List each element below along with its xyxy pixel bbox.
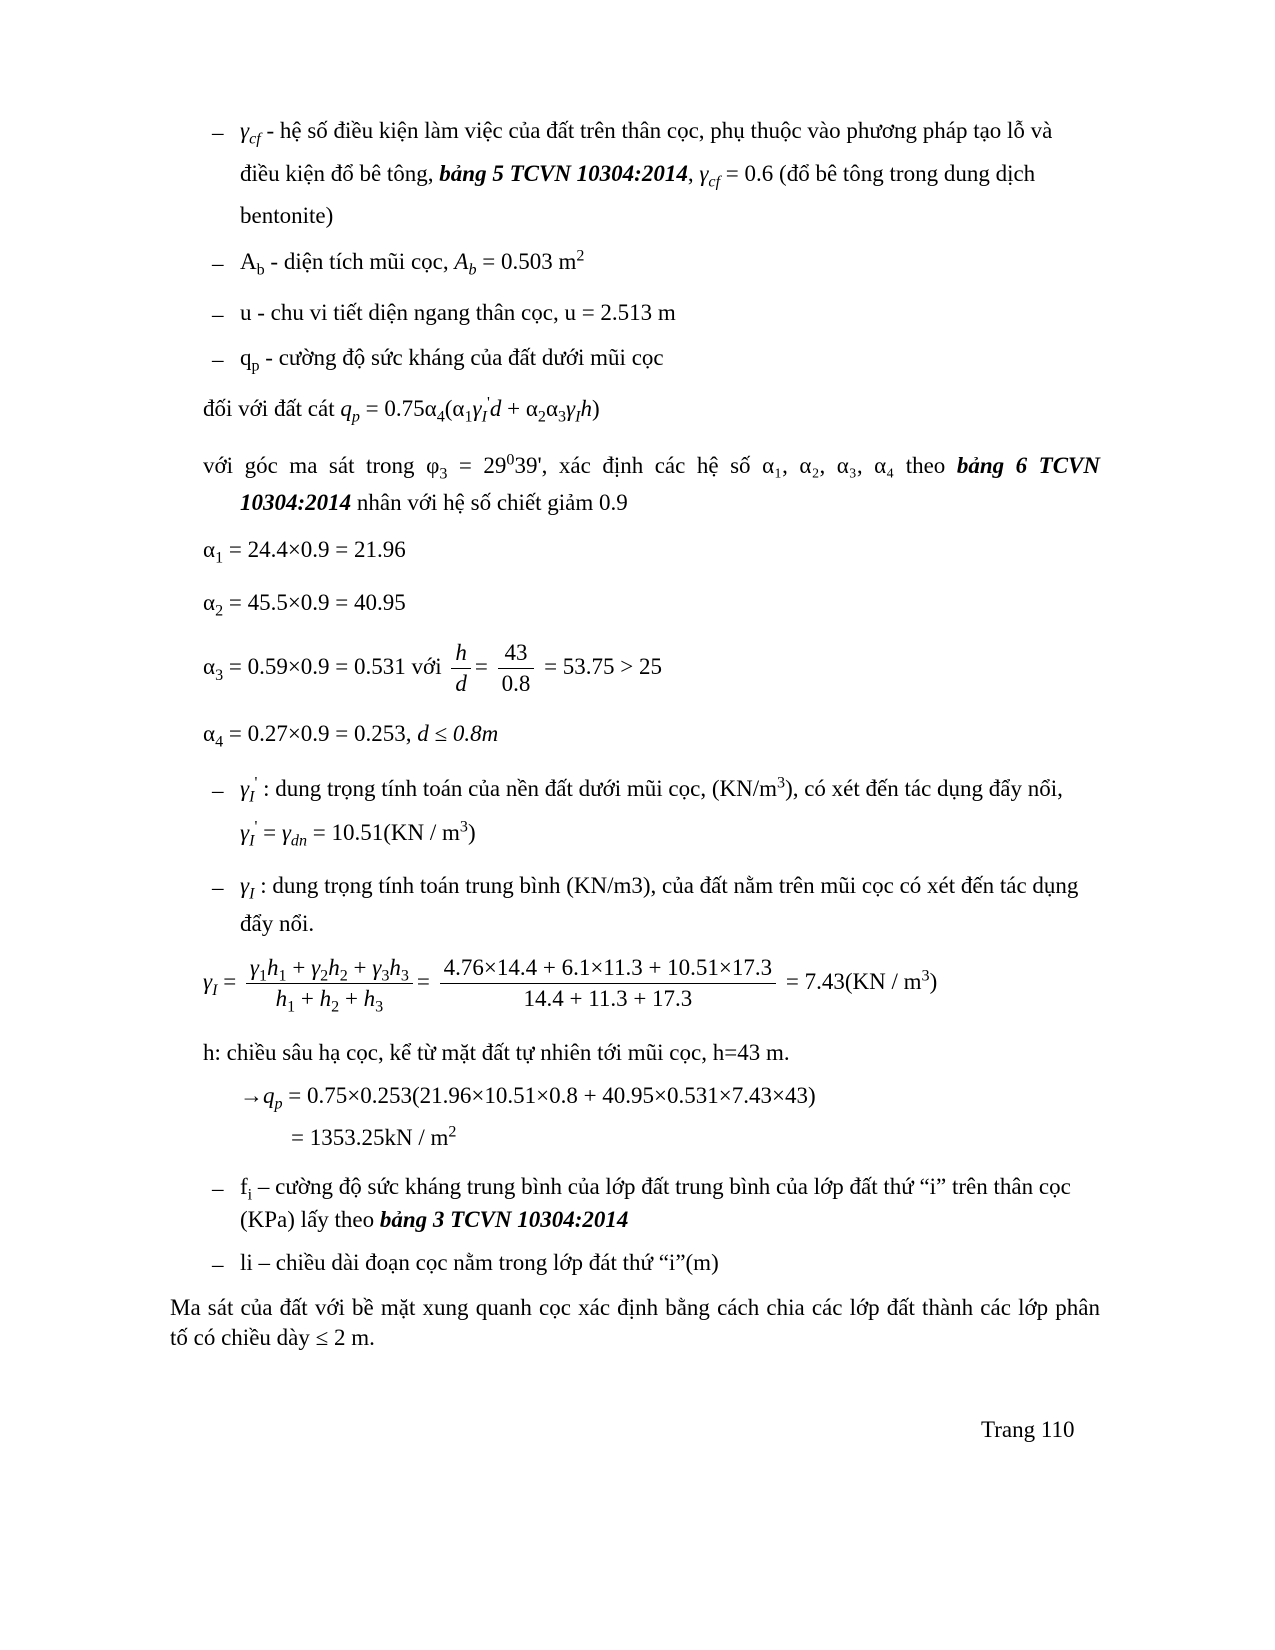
u-desc: u - chu vi tiết diện ngang thân cọc, u = 2.513 m bbox=[240, 300, 676, 325]
alpha4-calc: $\alpha_4 = 0.27\times 0.9 = 0.253$, d ≤ 0.8m bbox=[203, 721, 499, 751]
alpha3-calc: $\alpha_3 = 0.59\times 0.9 = 0.531$ với $\frac{h}{d}$ = $\frac{43}{0.8}$ = 53.75 > 25 bbox=[203, 640, 663, 697]
h-over-d-fraction: $\frac{h}{d}$ bbox=[451, 640, 471, 698]
bullet-dash: – bbox=[212, 1252, 224, 1277]
fi-desc-line1: $f_i$ – cường độ sức kháng trung bình của lớp đất trung bình của lớp đất thứ “i” trên thân cọc bbox=[240, 1174, 1071, 1204]
gamma-i-desc-line2: đẩy nổi. bbox=[240, 911, 315, 936]
ab-desc: $A_b$ - diện tích mũi cọc, $A_b = 0.503$ $m^2$ bbox=[240, 247, 585, 279]
fi-desc-line2: (KPa) lấy theo bảng 3 TCVN 10304:2014 bbox=[240, 1207, 629, 1232]
page-number: Trang 110 bbox=[981, 1417, 1075, 1442]
depth-desc: h: chiều sâu hạ cọc, kể từ mặt đất tự nhiên tới mũi cọc, h=43 m. bbox=[203, 1040, 790, 1065]
qp-calc-line1: $\to q_p = 0.75\times 0.253(21.96\times 10.51\times 0.8 + 40.95\times 0.531\times 7.43\times 43)$ bbox=[240, 1083, 816, 1113]
weighted-fraction-symbolic: $\frac{\gamma_1h_1 + \gamma_2h_2 + \gamma_3h_3}{h_1 + h_2 + h_3}$ bbox=[246, 955, 413, 1013]
gamma-cf-desc-line1: $\gamma_{cf}$ - hệ số điều kiện làm việc của đất trên thân cọc, phụ thuộc vào phương pháp tạo lỗ và bbox=[240, 118, 1053, 148]
bullet-dash: – bbox=[212, 120, 224, 145]
qp-desc: $q_p$ - cường độ sức kháng của đất dưới mũi cọc bbox=[240, 345, 664, 375]
li-desc: li – chiều dài đoạn cọc nằm trong lớp đát thứ “i”(m) bbox=[240, 1250, 719, 1275]
weighted-gamma-formula: $\gamma_I$ = $\frac{\gamma_1h_1 + \gamma_2h_2 + \gamma_3h_3}{h_1 + h_2 + h_3}$ = $\frac{4.76\times 14.4 + 6.1\times 11.3 + 10.51\times 17.3}{14.4 + 11.3 + 17.3}$ = $7.43(KN / m^3)$ bbox=[203, 955, 938, 1017]
angle-line2: 10304:2014 nhân với hệ số chiết giảm 0.9 bbox=[240, 490, 628, 515]
gamma-i-prime-desc: $\gamma_I'$ : dung trọng tính toán của nền đất dưới mũi cọc, $(KN/m^3)$, có xét đến tác dụng đẩy nổi, bbox=[240, 774, 1063, 806]
closing-line2: tố có chiều dày ≤ 2 m. bbox=[170, 1325, 375, 1350]
gamma-i-desc-line1: $\gamma_I$ : dung trọng tính toán trung bình (KN/m3), của đất nằm trên mũi cọc có xét đến tác dụng bbox=[240, 873, 1079, 903]
weighted-fraction-numeric: $\frac{4.76\times 14.4 + 6.1\times 11.3 + 10.51\times 17.3}{14.4 + 11.3 + 17.3}$ bbox=[440, 955, 777, 1013]
alpha1-calc: $\alpha_1 = 24.4\times 0.9 = 21.96$ bbox=[203, 537, 406, 567]
gamma-cf-desc-line2: điều kiện đổ bê tông, bảng 5 TCVN 10304:2014, $\gamma_{cf} = 0.6$ (đổ bê tông trong dung dịch bbox=[240, 161, 1036, 191]
bullet-dash: – bbox=[212, 778, 224, 803]
bullet-dash: – bbox=[212, 347, 224, 372]
bullet-dash: – bbox=[212, 251, 224, 276]
qp-calc-line2: = $1353.25kN / m^2$ bbox=[291, 1123, 457, 1150]
angle-line1: với góc ma sát trong $\varphi_3 = 29^039'$, xác định các hệ số α₁, α₂, α₃, α₄ theo bảng 6 TCVN bbox=[203, 451, 1100, 483]
gamma-cf-desc-line3: bentonite) bbox=[240, 203, 334, 228]
bullet-dash: – bbox=[212, 875, 224, 900]
gamma-i-prime-formula: $\gamma_I' = \gamma_{dn} = 10.51(KN / m^3)$ bbox=[240, 818, 476, 850]
alpha2-calc: $\alpha_2 = 45.5\times 0.9 = 40.95$ bbox=[203, 590, 406, 620]
bullet-dash: – bbox=[212, 1176, 224, 1201]
sand-formula: đối với đất cát $q_p = 0.75\alpha_4(\alpha_1\gamma_I'd + \alpha_2\alpha_3\gamma_Ih)$ bbox=[203, 394, 600, 426]
43-over-08-fraction: $\frac{43}{0.8}$ bbox=[498, 640, 535, 698]
closing-line1: Ma sát của đất với bề mặt xung quanh cọc xác định bằng cách chia các lớp đất thành các lớp phân bbox=[170, 1295, 1100, 1320]
bullet-dash: – bbox=[212, 302, 224, 327]
